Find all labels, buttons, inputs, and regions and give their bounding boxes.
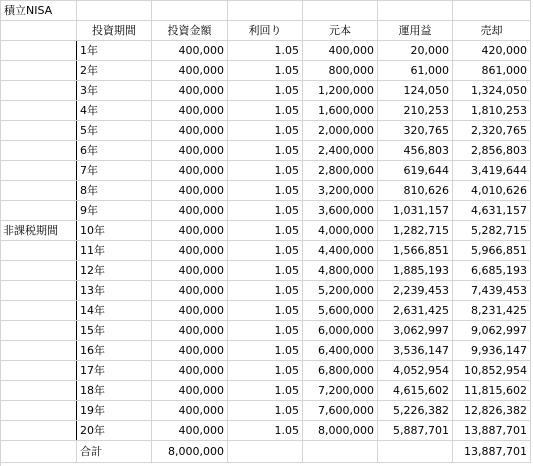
principal-cell[interactable]: 1,200,000 (303, 81, 378, 101)
amount-cell[interactable]: 400,000 (152, 361, 228, 381)
principal-cell[interactable]: 7,200,000 (303, 381, 378, 401)
amount-cell[interactable]: 400,000 (152, 381, 228, 401)
gain-cell[interactable]: 3,536,147 (378, 341, 453, 361)
cell[interactable] (303, 441, 378, 463)
amount-cell[interactable]: 400,000 (152, 61, 228, 81)
cell[interactable] (1, 81, 77, 101)
table-row (1, 241, 531, 261)
principal-cell[interactable]: 6,400,000 (303, 341, 378, 361)
period-cell[interactable]: 5年 (77, 121, 152, 141)
period-cell[interactable]: 6年 (77, 141, 152, 161)
period-cell[interactable]: 8年 (77, 181, 152, 201)
cell[interactable] (1, 341, 77, 361)
sale-cell[interactable]: 8,231,425 (453, 301, 531, 321)
cell[interactable] (1, 261, 77, 281)
table-row (1, 301, 531, 321)
total-row (1, 441, 531, 463)
table-row (1, 221, 531, 241)
cell[interactable] (152, 1, 228, 21)
period-cell[interactable]: 20年 (77, 421, 152, 441)
cell[interactable] (1, 281, 77, 301)
amount-cell[interactable]: 400,000 (152, 121, 228, 141)
gain-cell[interactable]: 619,644 (378, 161, 453, 181)
header-gain[interactable]: 運用益 (378, 21, 453, 41)
principal-cell[interactable]: 4,400,000 (303, 241, 378, 261)
principal-cell[interactable]: 400,000 (303, 41, 378, 61)
sale-cell[interactable]: 9,062,997 (453, 321, 531, 341)
amount-cell[interactable]: 400,000 (152, 401, 228, 421)
amount-cell[interactable]: 400,000 (152, 101, 228, 121)
period-cell[interactable]: 3年 (77, 81, 152, 101)
gain-cell[interactable]: 20,000 (378, 41, 453, 61)
principal-cell[interactable]: 3,600,000 (303, 201, 378, 221)
amount-cell[interactable]: 400,000 (152, 261, 228, 281)
cell[interactable] (228, 441, 303, 463)
cell[interactable] (77, 1, 152, 21)
gain-cell[interactable]: 5,887,701 (378, 421, 453, 441)
principal-cell[interactable]: 2,400,000 (303, 141, 378, 161)
table-row (1, 161, 531, 181)
yield-cell[interactable]: 1.05 (228, 301, 303, 321)
yield-cell[interactable]: 1.05 (228, 41, 303, 61)
gain-cell[interactable]: 1,885,193 (378, 261, 453, 281)
period-cell[interactable]: 14年 (77, 301, 152, 321)
yield-cell[interactable]: 1.05 (228, 101, 303, 121)
period-cell[interactable]: 1年 (77, 41, 152, 61)
yield-cell[interactable]: 1.05 (228, 201, 303, 221)
cell[interactable] (1, 41, 77, 61)
yield-cell[interactable]: 1.05 (228, 121, 303, 141)
amount-cell[interactable]: 400,000 (152, 161, 228, 181)
cell[interactable] (1, 421, 77, 441)
sale-cell[interactable]: 2,320,765 (453, 121, 531, 141)
amount-cell[interactable]: 400,000 (152, 341, 228, 361)
period-cell[interactable]: 10年 (77, 221, 152, 241)
total-amount[interactable]: 8,000,000 (152, 441, 228, 463)
sale-cell[interactable]: 12,826,382 (453, 401, 531, 421)
gain-cell[interactable]: 1,566,851 (378, 241, 453, 261)
gain-cell[interactable]: 124,050 (378, 81, 453, 101)
table-row (1, 201, 531, 221)
principal-cell[interactable]: 2,800,000 (303, 161, 378, 181)
period-cell[interactable]: 12年 (77, 261, 152, 281)
principal-cell[interactable]: 1,600,000 (303, 101, 378, 121)
cell[interactable] (1, 301, 77, 321)
sale-cell[interactable]: 1,324,050 (453, 81, 531, 101)
amount-cell[interactable]: 400,000 (152, 41, 228, 61)
yield-cell[interactable]: 1.05 (228, 401, 303, 421)
yield-cell[interactable]: 1.05 (228, 61, 303, 81)
cell[interactable] (1, 141, 77, 161)
period-cell[interactable]: 11年 (77, 241, 152, 261)
period-cell[interactable]: 18年 (77, 381, 152, 401)
cell[interactable] (1, 101, 77, 121)
period-cell[interactable]: 4年 (77, 101, 152, 121)
cell[interactable] (1, 321, 77, 341)
sale-cell[interactable]: 9,936,147 (453, 341, 531, 361)
gain-cell[interactable]: 1,031,157 (378, 201, 453, 221)
principal-cell[interactable]: 7,600,000 (303, 401, 378, 421)
table-row (1, 61, 531, 81)
side-label-cell[interactable]: 非課税期間 (1, 221, 77, 241)
amount-cell[interactable]: 400,000 (152, 281, 228, 301)
cell[interactable] (1, 361, 77, 381)
sale-cell[interactable]: 2,856,803 (453, 141, 531, 161)
cell[interactable] (303, 1, 378, 21)
table-row (1, 81, 531, 101)
amount-cell[interactable]: 400,000 (152, 241, 228, 261)
header-sale[interactable]: 売却 (453, 21, 531, 41)
header-amount[interactable]: 投資金額 (152, 21, 228, 41)
gain-cell[interactable]: 210,253 (378, 101, 453, 121)
cell[interactable] (1, 201, 77, 221)
sale-cell[interactable]: 4,010,626 (453, 181, 531, 201)
period-cell[interactable]: 9年 (77, 201, 152, 221)
total-label[interactable]: 合計 (77, 441, 152, 463)
table-row (1, 361, 531, 381)
sale-cell[interactable]: 7,439,453 (453, 281, 531, 301)
sale-cell[interactable]: 10,852,954 (453, 361, 531, 381)
amount-cell[interactable]: 400,000 (152, 421, 228, 441)
cell[interactable] (1, 61, 77, 81)
cell[interactable] (1, 161, 77, 181)
sale-cell[interactable]: 861,000 (453, 61, 531, 81)
principal-cell[interactable]: 4,800,000 (303, 261, 378, 281)
sale-cell[interactable]: 1,810,253 (453, 101, 531, 121)
table-row (1, 261, 531, 281)
yield-cell[interactable]: 1.05 (228, 141, 303, 161)
gain-cell[interactable]: 320,765 (378, 121, 453, 141)
sale-cell[interactable]: 6,685,193 (453, 261, 531, 281)
header-principal[interactable]: 元本 (303, 21, 378, 41)
principal-cell[interactable]: 800,000 (303, 61, 378, 81)
principal-cell[interactable]: 5,600,000 (303, 301, 378, 321)
cell[interactable] (228, 1, 303, 21)
principal-cell[interactable]: 6,800,000 (303, 361, 378, 381)
gain-cell[interactable]: 3,062,997 (378, 321, 453, 341)
cell[interactable] (1, 241, 77, 261)
cell[interactable] (378, 441, 453, 463)
cell[interactable] (1, 121, 77, 141)
period-cell[interactable]: 2年 (77, 61, 152, 81)
table-row (1, 181, 531, 201)
amount-cell[interactable]: 400,000 (152, 301, 228, 321)
table-row (1, 41, 531, 61)
cell[interactable] (453, 1, 531, 21)
period-cell[interactable]: 15年 (77, 321, 152, 341)
yield-cell[interactable]: 1.05 (228, 281, 303, 301)
sale-cell[interactable]: 5,966,851 (453, 241, 531, 261)
gain-cell[interactable]: 2,631,425 (378, 301, 453, 321)
yield-cell[interactable]: 1.05 (228, 381, 303, 401)
principal-cell[interactable]: 6,000,000 (303, 321, 378, 341)
period-cell[interactable]: 16年 (77, 341, 152, 361)
period-cell[interactable]: 13年 (77, 281, 152, 301)
cell[interactable] (1, 181, 77, 201)
amount-cell[interactable]: 400,000 (152, 201, 228, 221)
table-row (1, 421, 531, 441)
gain-cell[interactable]: 4,052,954 (378, 361, 453, 381)
table-row (1, 341, 531, 361)
cell[interactable] (1, 381, 77, 401)
principal-cell[interactable]: 5,200,000 (303, 281, 378, 301)
table-row (1, 141, 531, 161)
table-row (1, 121, 531, 141)
sale-cell[interactable]: 4,631,157 (453, 201, 531, 221)
period-cell[interactable]: 7年 (77, 161, 152, 181)
yield-cell[interactable]: 1.05 (228, 181, 303, 201)
principal-cell[interactable]: 3,200,000 (303, 181, 378, 201)
cell[interactable] (1, 441, 77, 463)
table-row (1, 281, 531, 301)
principal-cell[interactable]: 2,000,000 (303, 121, 378, 141)
gain-cell[interactable]: 1,282,715 (378, 221, 453, 241)
yield-cell[interactable]: 1.05 (228, 421, 303, 441)
sale-cell[interactable]: 11,815,602 (453, 381, 531, 401)
yield-cell[interactable]: 1.05 (228, 161, 303, 181)
gain-cell[interactable]: 4,615,602 (378, 381, 453, 401)
principal-cell[interactable]: 8,000,000 (303, 421, 378, 441)
gain-cell[interactable]: 5,226,382 (378, 401, 453, 421)
yield-cell[interactable]: 1.05 (228, 241, 303, 261)
sheet-title[interactable]: 積立NISA (1, 1, 77, 21)
gain-cell[interactable]: 2,239,453 (378, 281, 453, 301)
period-cell[interactable]: 19年 (77, 401, 152, 421)
header-period[interactable]: 投資期間 (77, 21, 152, 41)
gain-cell[interactable]: 61,000 (378, 61, 453, 81)
sale-cell[interactable]: 420,000 (453, 41, 531, 61)
table-row (1, 401, 531, 421)
gain-cell[interactable]: 456,803 (378, 141, 453, 161)
yield-cell[interactable]: 1.05 (228, 261, 303, 281)
sale-cell[interactable]: 5,282,715 (453, 221, 531, 241)
table-row (1, 321, 531, 341)
amount-cell[interactable]: 400,000 (152, 181, 228, 201)
yield-cell[interactable]: 1.05 (228, 341, 303, 361)
gain-cell[interactable]: 810,626 (378, 181, 453, 201)
amount-cell[interactable]: 400,000 (152, 81, 228, 101)
header-row (1, 21, 531, 41)
yield-cell[interactable]: 1.05 (228, 81, 303, 101)
sale-cell[interactable]: 13,887,701 (453, 421, 531, 441)
yield-cell[interactable]: 1.05 (228, 361, 303, 381)
table-row (1, 101, 531, 121)
cell[interactable] (1, 21, 77, 41)
period-cell[interactable]: 17年 (77, 361, 152, 381)
amount-cell[interactable]: 400,000 (152, 141, 228, 161)
amount-cell[interactable]: 400,000 (152, 321, 228, 341)
principal-cell[interactable]: 4,000,000 (303, 221, 378, 241)
total-sale[interactable]: 13,887,701 (453, 441, 531, 463)
yield-cell[interactable]: 1.05 (228, 221, 303, 241)
table-row (1, 381, 531, 401)
yield-cell[interactable]: 1.05 (228, 321, 303, 341)
cell[interactable] (1, 401, 77, 421)
header-yield[interactable]: 利回り (228, 21, 303, 41)
cell[interactable] (378, 1, 453, 21)
sale-cell[interactable]: 3,419,644 (453, 161, 531, 181)
amount-cell[interactable]: 400,000 (152, 221, 228, 241)
